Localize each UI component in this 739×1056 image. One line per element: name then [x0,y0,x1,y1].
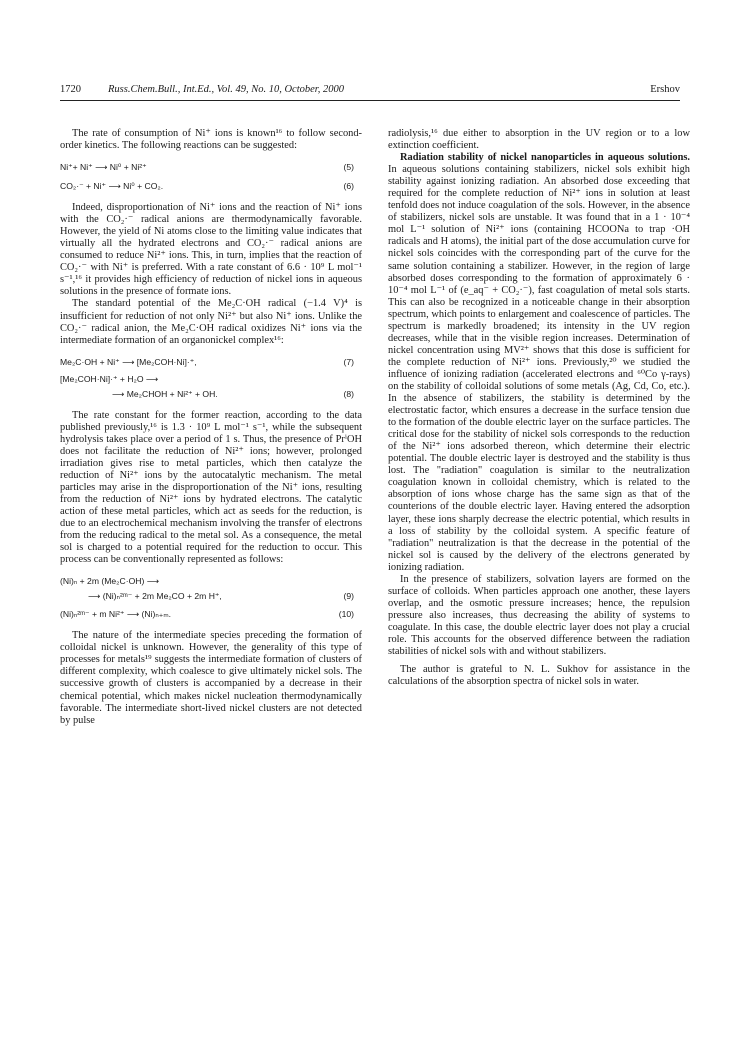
running-header [60,84,680,100]
equation-7 [60,355,362,370]
equation-number: (5) [343,162,354,173]
equation-number: (8) [343,388,354,399]
equation-9-line2 [60,589,362,604]
equation-10 [60,607,362,622]
running-author: Ershov [650,84,680,95]
paragraph: The nature of the intermediate species preceding the formation of colloidal nickel is unknown. However, the generality of this type of processes for metals¹⁹ suggests the intermediate formation of clusters of different complexity, which coalesce to give ultimately nickel sols. The successive growth of clusters is accompanied by a decrease in their chemical potential, which makes nickel nucleation thermodynamically favorable. The intermediate short-lived nickel clusters are not detected by pulse [60,630,362,726]
equation-6 [60,179,362,194]
equation-text: (Ni)ₙ²ᵐ⁻ + m Ni²⁺ ⟶ (Ni)ₙ₊ₘ. [60,609,172,620]
equation-text: CO₂·⁻ + Ni⁺ ⟶ Ni⁰ + CO₂. [60,181,164,192]
equation-5 [60,160,362,175]
acknowledgement: The author is grateful to N. L. Sukhov for assistance in the calculations of the absorption spectra of nickel sols in water. [388,664,690,688]
paragraph: In the presence of stabilizers, solvation layers are formed on the surface of colloids. When particles approach one another, these layers overlap, and the osmotic pressure increases; hence, the repulsion pressure also increases, thus decreasing the ability of systems to coagulate. In this case, the double electric layer does not play a crucial role. This accounts for the observed difference between the radiation stabilities of nickel sols with and without stabilizers. [388,573,690,658]
paragraph: The rate constant for the former reaction, according to the data published previously,¹⁶ is 1.3 · 10⁹ L mol⁻¹ s⁻¹, while the subsequent hydrolysis takes place over a period of 1 s. Thus, the presence of PrⁱOH does not facilitate the reduction of Ni²⁺ ions; however, prolonged irradiation gives rise to metal particles, which then catalyze the reduction of Ni²⁺ ions by the autocatalytic mechanism. The metal particles may arise in the disproportionation of the Ni⁺ ions, resulting from the reduction of Ni²⁺ ions by hydrated electrons. The catalytic action of these metal particles, which act as seeds for the reduction, is due to an electrochemical mechanism involving the transfer of electrons from the reducing radical to the metal sol. As a consequence, the metal sol is charged to a potential required for the reduction to occur. This process can be conventionally represented as follows: [60,409,362,566]
equation-text: (Ni)ₙ + 2m (Me₂C·OH) ⟶ [60,576,160,587]
equation-8-line1 [60,372,362,387]
equation-number: (6) [343,181,354,192]
equation-text: ⟶ Me₂CHOH + Ni²⁺ + OH. [112,388,218,399]
section-heading: Radiation stability of nickel nanoparticles in aqueous solutions. [400,152,690,164]
section-paragraph [388,152,690,574]
equation-text: Ni⁺+ Ni⁺ ⟶ Ni⁰ + Ni²⁺ [60,162,147,173]
right-column [388,128,690,688]
equation-text: Me₂C·OH + Ni⁺ ⟶ [Me₂COH·Ni]·⁺, [60,356,197,367]
header-rule [60,100,680,101]
paragraph: The rate of consumption of Ni⁺ ions is known¹⁶ to follow second-order kinetics. The following reactions can be suggested: [60,128,362,152]
equation-number: (9) [343,591,354,602]
equation-text: [Me₂COH·Ni]·⁺ + H₂O ⟶ [60,373,159,384]
left-column [60,128,362,727]
equation-number: (7) [343,356,354,367]
equation-9-line1 [60,574,362,589]
equation-8-line2 [60,387,362,402]
paragraph: radiolysis,¹⁶ due either to absorption in the UV region or to a low extinction coefficient. [388,128,690,152]
equation-text: ⟶ (Ni)ₙ²ᵐ⁻ + 2m Me₂CO + 2m H⁺, [88,591,222,602]
page-number: 1720 [60,84,81,95]
journal-citation: Russ.Chem.Bull., Int.Ed., Vol. 49, No. 10, October, 2000 [108,84,344,95]
paragraph: Indeed, disproportionation of Ni⁺ ions and the reaction of Ni⁺ ions with the CO₂·⁻ radical anions are thermodynamically favorable. However, the yield of Ni atoms close to the limiting value indicates that virtually all the hydrated electrons and CO₂·⁻ radical anions are consumed to reduce Ni²⁺ ions. This, in turn, implies that the reaction of CO₂·⁻ with Ni⁺ is preferred. With a rate constant of 6.6 · 10⁹ L mol⁻¹ s⁻¹,¹⁶ it provides high efficiency of reduction of nickel ions in aqueous solutions in the presence of formate ions. [60,202,362,298]
paragraph-text: In aqueous solutions containing stabilizers, nickel sols exhibit high stability against ionizing radiation. An absorbed dose exceeding that required for the complete reduction of Ni²⁺ ions in solution at least tenfold does not induce coagulation of the sols. However, in the absence of stabilizers, nickel sols are unstable. It was found that in a 1 · 10⁻⁴ mol L⁻¹ solution of Ni²⁺ ions (containing HCOONa to trap ·OH radicals and H atoms), the initial part of the dose accumulation curve for nickel sols coincides with the corresponding part of the curve for the same solution containing a stabilizer. However, in the region of large absorbed doses corresponding to the formation of approximately 6 · 10⁻⁴ mol L⁻¹ of (e_aq⁻ + CO₂·⁻), fast coagulation of metal sols starts. This can also be recognized in a noticeable change in their absorption spectrum, which points to enlargement and coalescence of particles. The spectrum is markedly broadened; its intensity in the UV region decreases, while that in the visible region increases. Determination of nickel concentration using MV²⁺ shows that this dose is sufficient for the complete reduction of Ni²⁺ ions. Previously,²⁰ we studied the influence of ionizing radiation (accelerated electrons and ⁶⁰Co γ-rays) on the stability of colloidal solutions of some metals (Ag, Cd, Co, etc.). In the absence of stabilizers, the stability is determined by the electrostatic factor, which ensures a decrease in the surface tension due to the formation of the double electric layer on the surface particles. The critical dose for the stability of nickel sols corresponds to the reduction of the Ni²⁺ ions adsorbed thereon, which determine their electric potential. The double electric layer is destroyed and the stability is thus lost. The "radiation" coagulation is similar to the neutralization coagulation known in colloidal chemistry, which is related to the absorption of ions whose charge has the same sign as that of the counterions of the double electric layer. Having entered the adsorption layer, these ions sharply decrease the electric potential, which results in a loss of stability by the colloidal system. A specific feature of "radiation" neutralization is that the decrease in the potential of the nickel sol is caused by the delivery of the electrons generated by ionizing radiation. [388,164,690,573]
equation-number: (10) [338,609,354,620]
paragraph: The standard potential of the Me₂C·OH radical (−1.4 V)⁴ is insufficient for reduction of not only Ni²⁺ but also Ni⁺ ions. Unlike the CO₂·⁻ radical anion, the Me₂C·OH radical oxidizes Ni⁺ ions via the intermediate formation of an organonickel complex¹⁶: [60,298,362,346]
